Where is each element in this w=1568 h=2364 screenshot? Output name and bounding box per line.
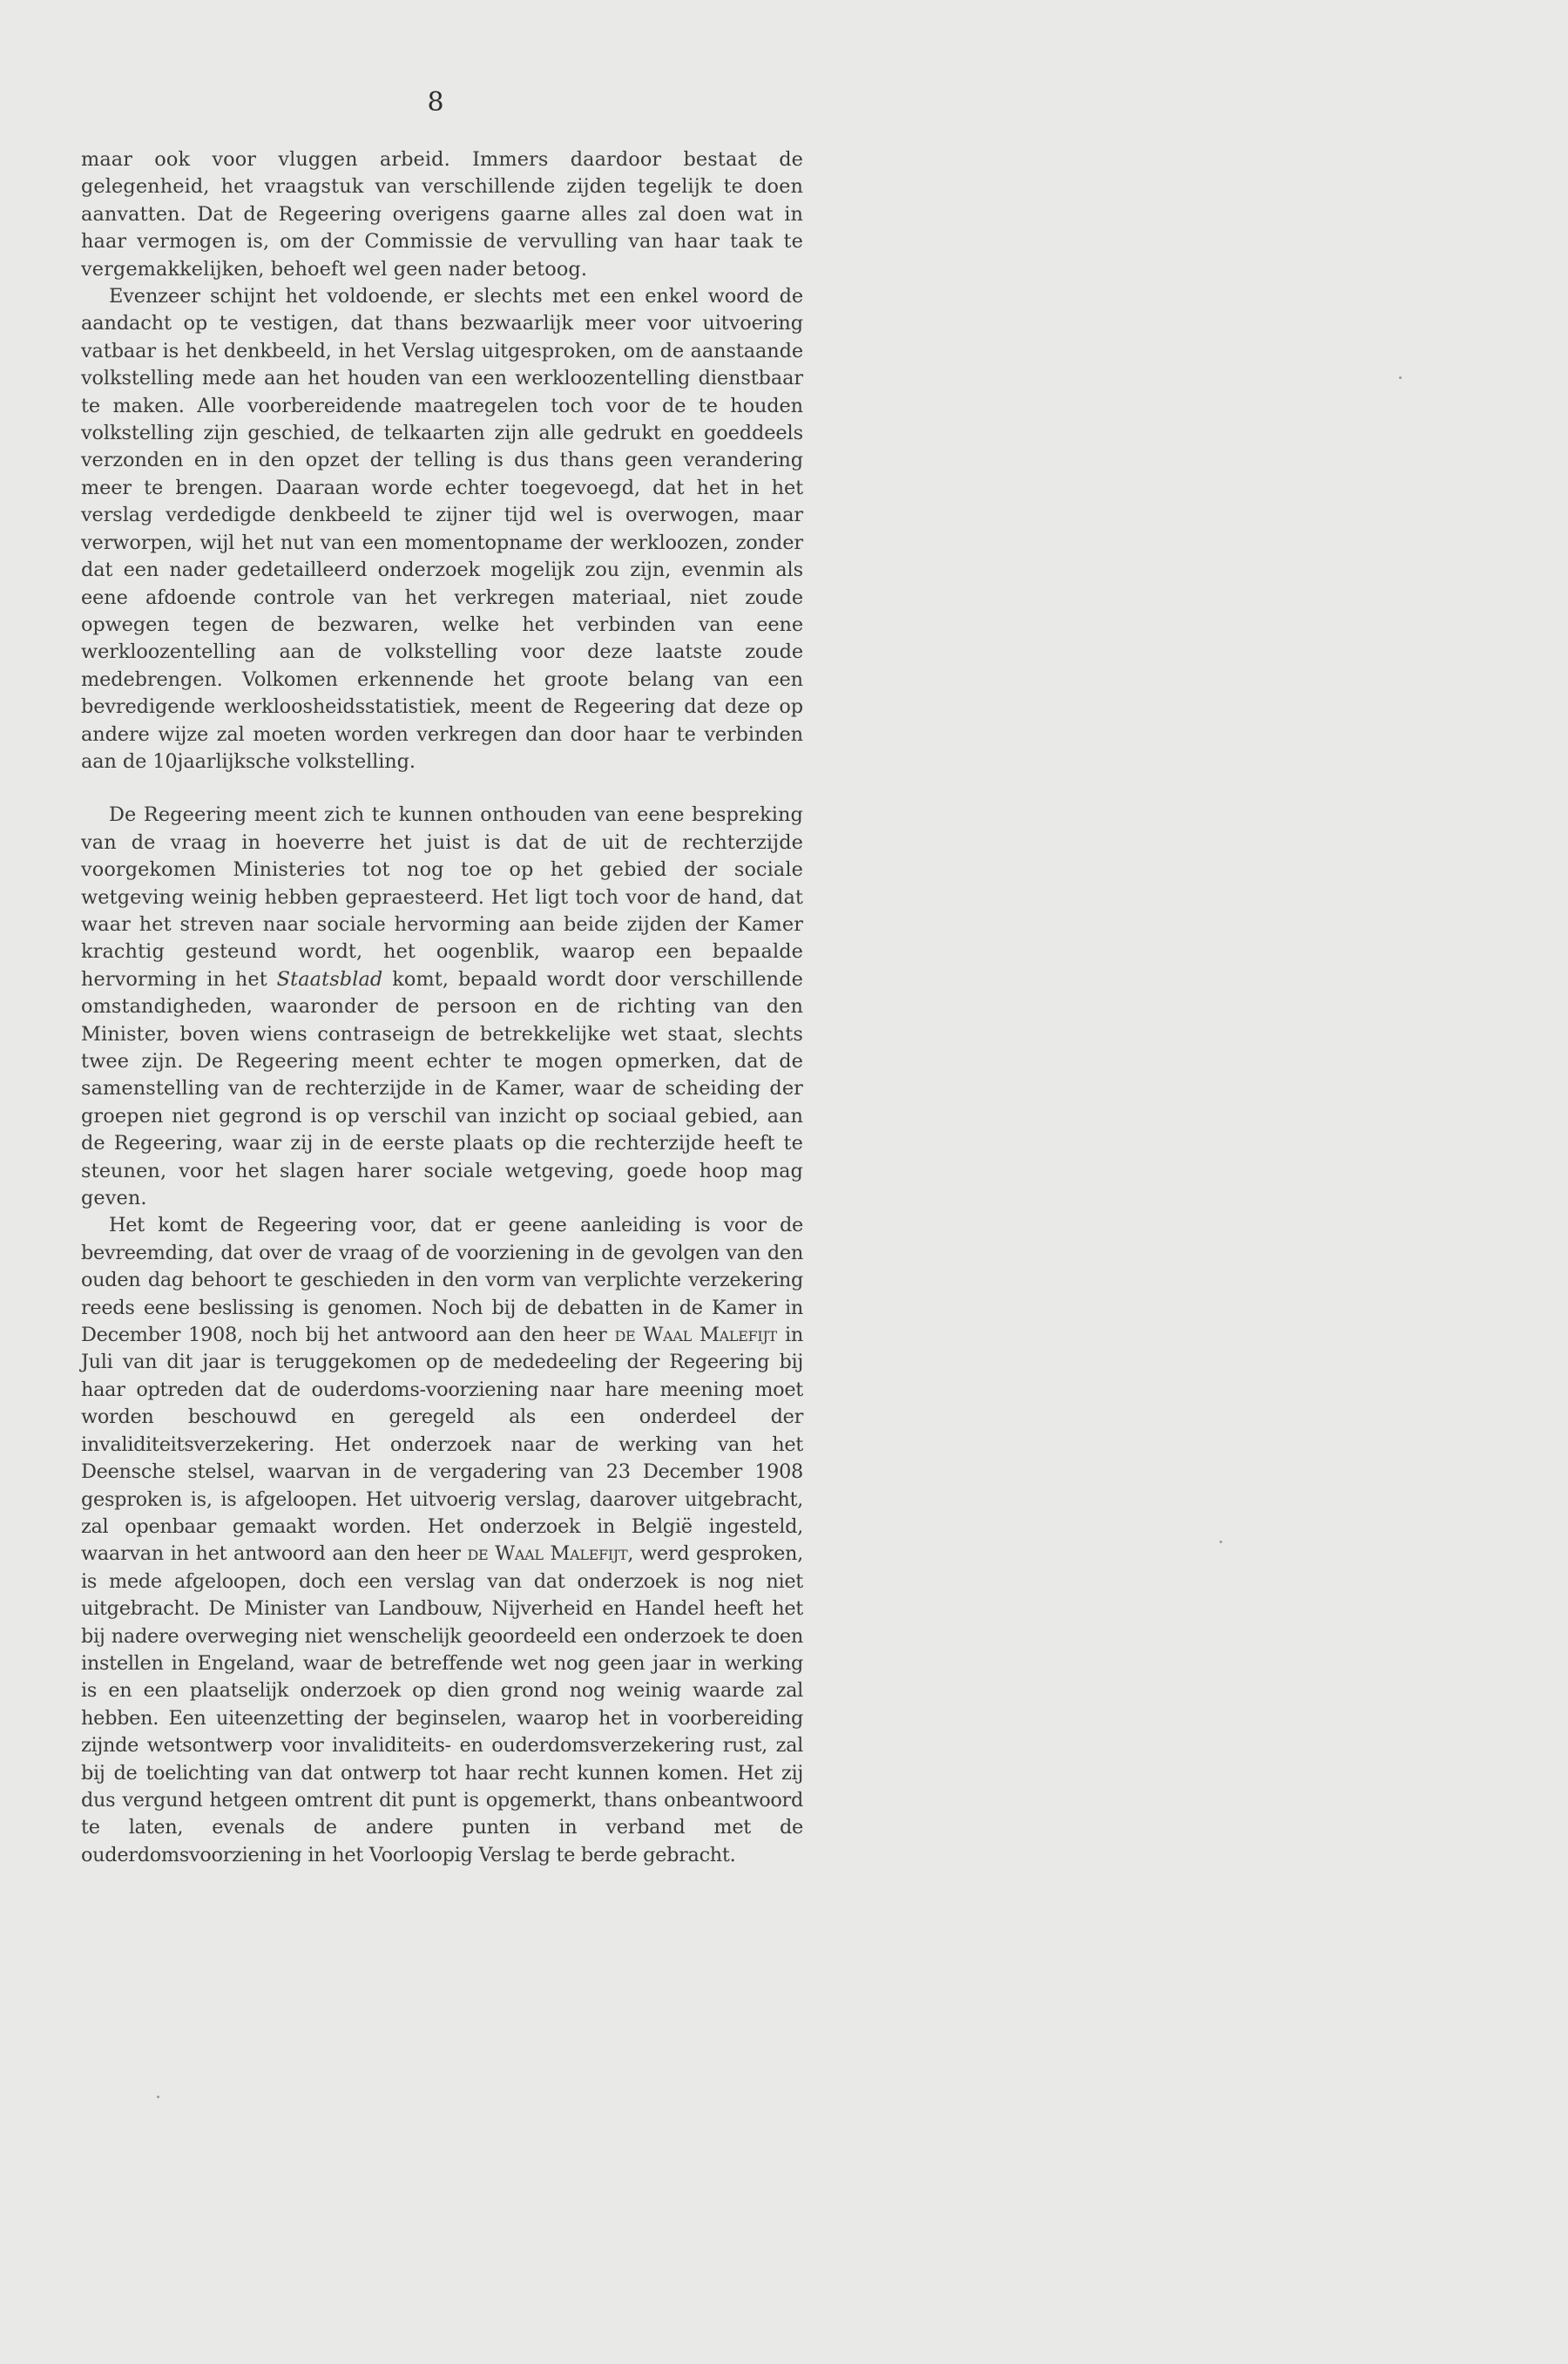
staatsblad-emphasis: Staatsblad: [276, 967, 383, 991]
scan-speck: [1399, 376, 1402, 379]
person-name-de-waal-malefijt-2: de Waal Malefijt: [467, 1542, 628, 1566]
paragraph-1: maar ook voor vluggen arbeid. Immers daardoor bestaat de gelegenheid, het vraagstuk van verschillende zijden tegelijk te doen aanvatten. Dat de Regeering overigens gaarne alles zal doen wat in haar vermogen is, om der Commissie de vervulling van haar taak te vergemakkelijken, behoeft wel geen nader betoog.: [81, 148, 803, 281]
paragraph-4-text-2: in Juli van dit jaar is teruggekomen op de mededeeling der Regeering bij haar optreden dat de ouderdoms-voorziening naar hare meening moet worden beschouwd en geregeld als een onderdeel der invaliditeitsverzekering. Het onderzoek naar de werking van het Deensche stelsel, waarvan in de vergadering van 23 December 1908 gesproken is, is afgeloopen. Het uitvoerig verslag, daarover uitgebracht, zal openbaar gemaakt worden. Het onderzoek in België ingesteld, waarvan in het antwoord aan den heer: [81, 1324, 803, 1566]
page-number: 8: [427, 87, 444, 118]
paragraph-2: Evenzeer schijnt het voldoende, er slechts met een enkel woord de aandacht op te vestigen, dat thans bezwaarlijk meer voor uitvoering vatbaar is het denkbeeld, in het Verslag uitgesproken, om de aanstaande volkstelling mede aan het houden van een werkloozentelling dienstbaar te maken. Alle voorbereidende maatregelen toch voor de te houden volkstelling zijn geschied, de telkaarten zijn alle gedrukt en goeddeels verzonden en in den opzet der telling is dus thans geen verandering meer te brengen. Daaraan worde echter toegevoegd, dat het in het verslag verdedigde denkbeeld te zijner tijd wel is overwogen, maar verworpen, wijl het nut van een momentopname der werkloozen, zonder dat een nader gedetailleerd onderzoek mogelijk zou zijn, evenmin als eene afdoende controle van het verkregen materiaal, niet zoude opwegen tegen de bezwaren, welke het verbinden van eene werkloozentelling aan de volkstelling voor deze laatste zoude medebrengen. Volkomen erkennende het groote belang van een bevredigende werkloosheidsstatistiek, meent de Regeering dat deze op andere wijze zal moeten worden verkregen dan door haar te verbinden aan de 10jaarlijksche volkstelling.: [81, 285, 803, 773]
paragraph-4-text-3: , werd gesproken, is mede afgeloopen, doch een verslag van dat onderzoek is nog niet uitgebracht. De Minister van Landbouw, Nijverheid en Handel heeft het bij nadere overweging niet wenschelijk geoordeeld een onderzoek te doen instellen in Engeland, waar de betreffende wet nog geen jaar in werking is en een plaatselijk onderzoek op dien grond nog weinig waarde zal hebben. Een uiteenzetting der beginselen, waarop het in voorbereiding zijnde wetsontwerp voor invaliditeits- en ouderdomsverzekering rust, zal bij de toelichting van dat ontwerp tot haar recht kunnen komen. Het zij dus vergund hetgeen omtrent dit punt is opgemerkt, thans onbeantwoord te laten, evenals de andere punten in verband met de ouderdomsvoorziening in het Voorloopig Verslag te berde gebracht.: [81, 1542, 803, 1866]
paragraph-4: [81, 1212, 803, 1869]
scan-speck: [1220, 1541, 1222, 1543]
person-name-de-waal-malefijt: de Waal Malefijt: [614, 1324, 777, 1347]
paragraph-3-text-before: De Regeering meent zich te kunnen onthouden van eene bespreking van de vraag in hoeverre het juist is dat de uit de rechterzijde voorgekomen Ministeries tot nog toe op het gebied der sociale wetgeving weinig hebben gepraesteerd. Het ligt toch voor de hand, dat waar het streven naar sociale hervorming aan beide zijden der Kamer krachtig gesteund wordt, het oogenblik, waarop een bepaalde hervorming in het: [81, 803, 803, 991]
paragraph-3: [81, 802, 803, 1212]
scan-speck: [157, 2096, 159, 2098]
text-column: [81, 146, 803, 1869]
paragraph-3-text-after: komt, bepaald wordt door verschillende omstandigheden, waaronder de persoon en de richting van den Minister, boven wiens contraseign de betrekkelijke wet staat, slechts twee zijn. De Regeering meent echter te mogen opmerken, dat de samenstelling van de rechterzijde in de Kamer, waar de scheiding der groepen niet gegrond is op verschil van inzicht op sociaal gebied, aan de Regeering, waar zij in de eerste plaats op die rechterzijde heeft te steunen, voor het slagen harer sociale wetgeving, goede hoop mag geven.: [81, 967, 803, 1210]
paragraph-4-text-1: Het komt de Regeering voor, dat er geene aanleiding is voor de bevreemding, dat over de vraag of de voorziening in de gevolgen van den ouden dag behoort te geschieden in den vorm van verplichte verzekering reeds eene beslissing is genomen. Noch bij de debatten in de Kamer in December 1908, noch bij het antwoord aan den heer: [81, 1214, 803, 1347]
